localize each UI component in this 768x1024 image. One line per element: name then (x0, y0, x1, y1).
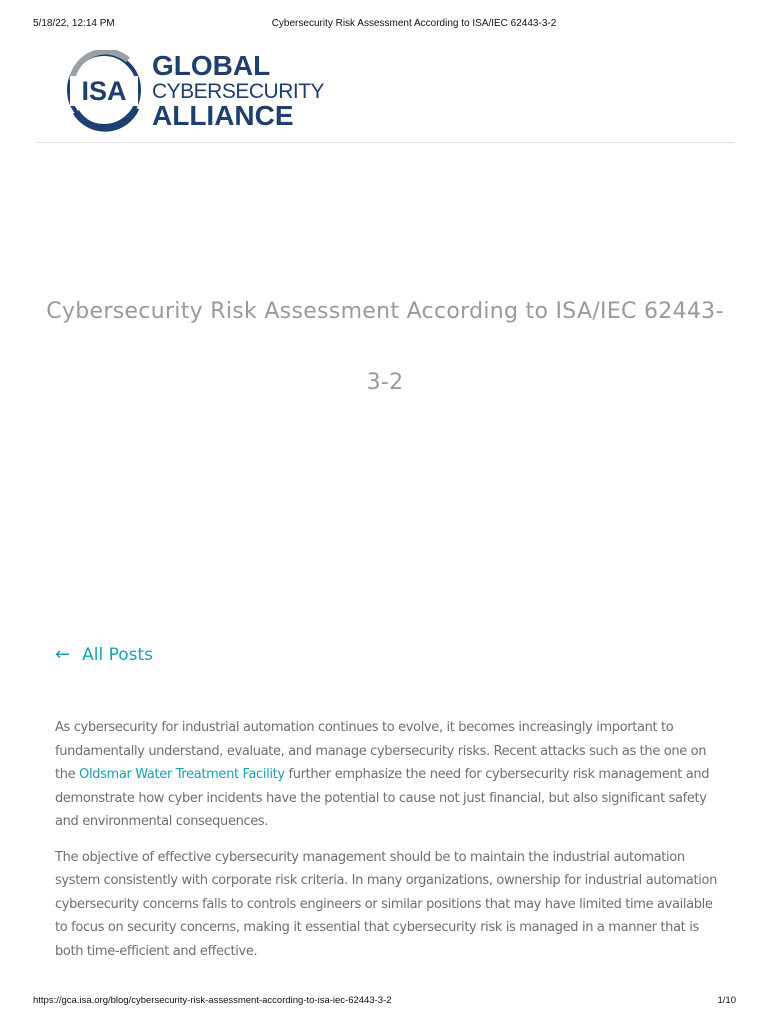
post-title: Cybersecurity Risk Assessment According to ISA/IEC 62443-3-2 (46, 299, 724, 395)
paragraph-1 (55, 716, 725, 834)
logo-line-alliance: ALLIANCE (152, 100, 294, 131)
isa-gca-logo[interactable] (66, 50, 325, 132)
header-divider (36, 142, 734, 143)
logo-line-global: GLOBAL (152, 50, 271, 81)
post-body (55, 716, 725, 975)
isa-badge-text: ISA (81, 76, 127, 106)
isa-globe-icon (66, 50, 156, 132)
print-footer (0, 995, 768, 1009)
print-datetime: 5/18/22, 12:14 PM (33, 18, 115, 29)
all-posts-label: All Posts (82, 645, 153, 665)
logo-line-cybersecurity: CYBERSECURITY (152, 80, 325, 103)
all-posts-link[interactable] (55, 644, 153, 665)
print-url: https://gca.isa.org/blog/cybersecurity-risk-assessment-according-to-isa-iec-62443-3-2 (33, 995, 392, 1006)
print-page-number: 1/10 (717, 995, 736, 1006)
paragraph-2: The objective of effective cybersecurity management should be to maintain the industrial automation system consistently with corporate risk criteria. In many organizations, ownership for industrial automation cybersecurity concerns falls to controls engineers or similar positions that may have limited time available to focus on security concerns, making it essential that cybersecurity risk is managed in a manner that is both time-efficient and effective. (55, 849, 717, 959)
print-document-title: Cybersecurity Risk Assessment According to ISA/IEC 62443-3-2 (271, 18, 557, 29)
paragraph-1-text-before: As cybersecurity for industrial automation continues to evolve, it becomes increasingly important to fundamentally understand, evaluate, and manage cybersecurity risks. Recent attacks such as the one on the (55, 720, 707, 782)
print-header (0, 18, 768, 32)
oldsmar-facility-link[interactable]: Oldsmar Water Treatment Facility (79, 767, 285, 782)
logo-wordmark (152, 52, 324, 130)
paragraph-1-text-after: further emphasize the need for cybersecurity risk management and demonstrate how cyber incidents have the potential to cause not just financial, but also significant safety and environmental consequences. (55, 767, 710, 829)
back-arrow-icon: ← (55, 644, 71, 665)
